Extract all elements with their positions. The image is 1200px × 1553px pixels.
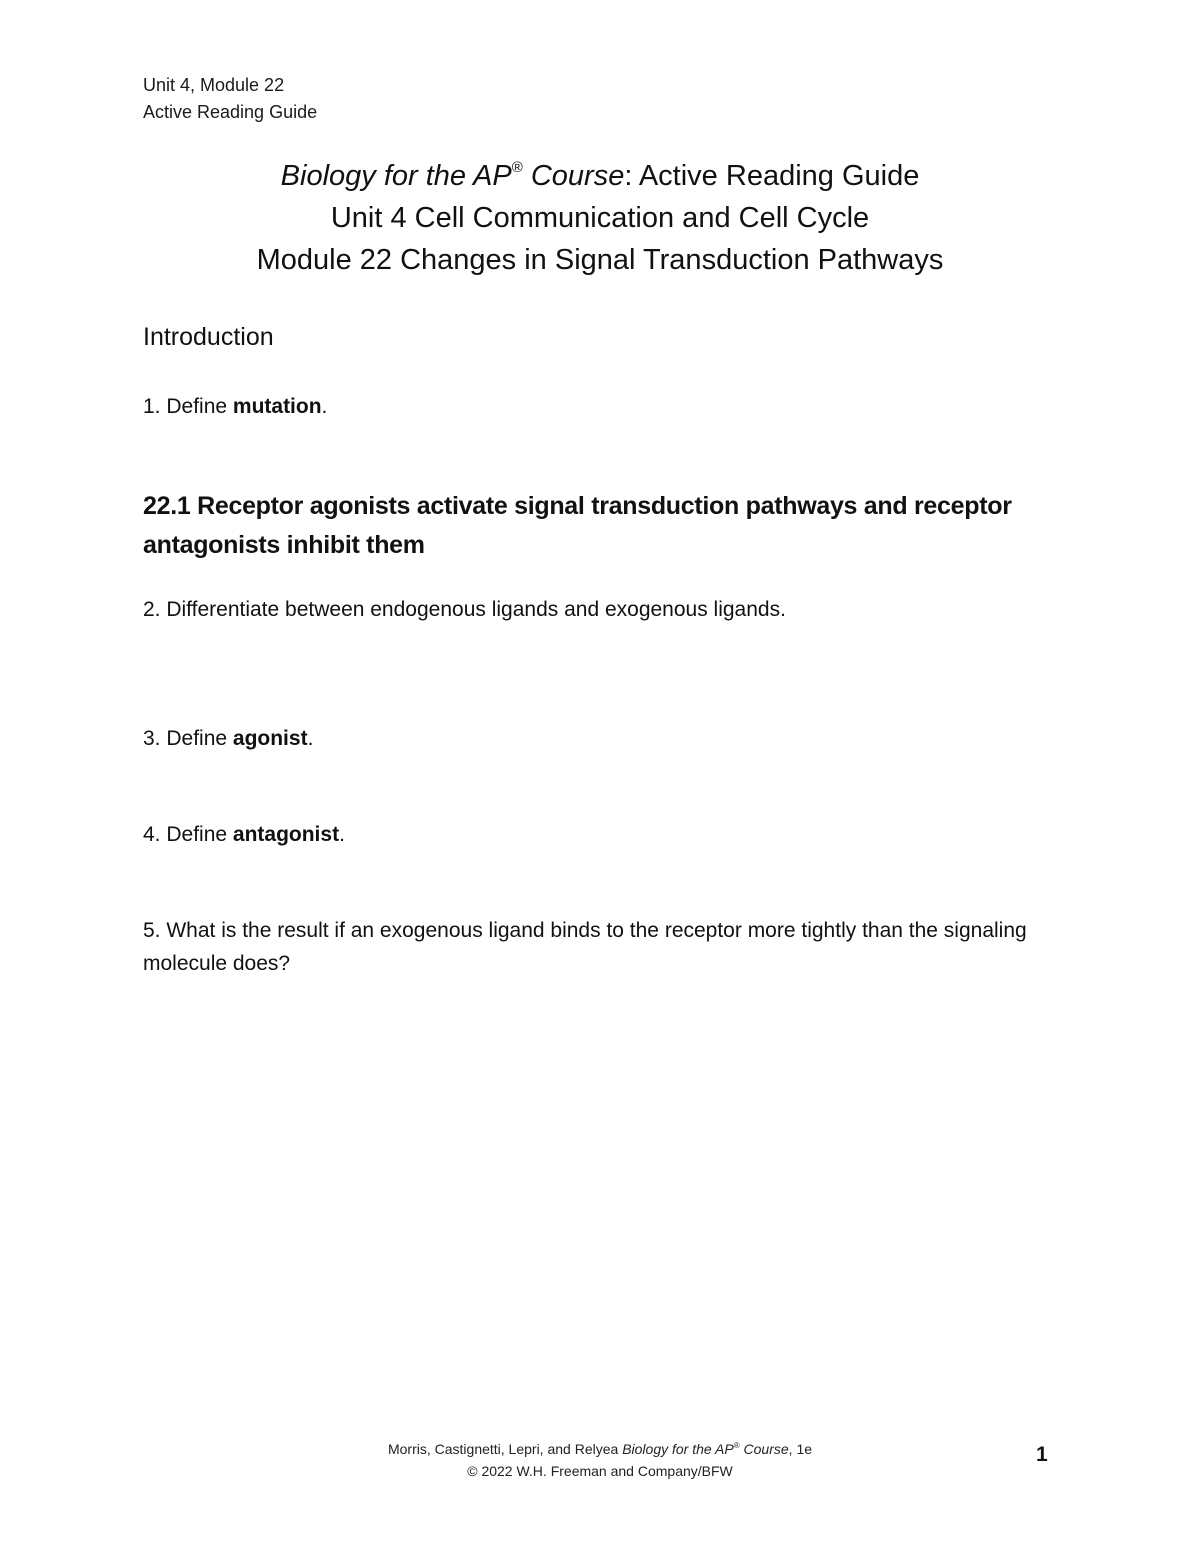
footer-edition: , 1e xyxy=(788,1441,813,1457)
title-line-1 xyxy=(0,155,1200,197)
question-4-term: antagonist xyxy=(232,823,340,846)
question-1-term: mutation xyxy=(232,395,322,418)
title-book-name: Biology for the AP xyxy=(280,160,512,192)
page-number: 1 xyxy=(1036,1443,1048,1466)
question-4-prefix: 4. Define xyxy=(143,823,233,846)
title-book-course: Course xyxy=(522,160,625,192)
header-unit-module: Unit 4, Module 22 xyxy=(143,75,285,95)
footer-authors: Morris, Castignetti, Lepri, and Relyea xyxy=(387,1441,623,1457)
question-1 xyxy=(143,390,1063,423)
document-title xyxy=(0,155,1200,281)
question-5: 5. What is the result if an exogenous ligand binds to the receptor more tightly than the signaling molecule does? xyxy=(143,919,1027,975)
footer-citation xyxy=(0,1438,1200,1460)
question-3-prefix: 3. Define xyxy=(143,727,233,750)
footer-book-name: Biology for the AP xyxy=(622,1441,734,1457)
footer-registered-mark: ® xyxy=(733,1441,740,1450)
footer-book-course: Course xyxy=(739,1441,789,1457)
question-4 xyxy=(143,818,1063,851)
question-3 xyxy=(143,722,1063,755)
introduction-heading: Introduction xyxy=(143,323,274,351)
title-registered-mark: ® xyxy=(511,159,523,176)
question-3-suffix: . xyxy=(307,727,314,750)
running-header xyxy=(143,72,317,126)
page-footer xyxy=(0,1438,1200,1482)
question-3-term: agonist xyxy=(232,727,308,750)
section-22-1-heading: 22.1 Receptor agonists activate signal transduction pathways and receptor antagonists inhibit them xyxy=(143,492,1012,559)
question-1-suffix: . xyxy=(321,395,328,418)
title-line-3: Module 22 Changes in Signal Transduction Pathways xyxy=(256,244,944,276)
title-line-2: Unit 4 Cell Communication and Cell Cycle xyxy=(330,202,870,234)
question-1-prefix: 1. Define xyxy=(143,395,233,418)
footer-copyright: © 2022 W.H. Freeman and Company/BFW xyxy=(467,1463,733,1479)
header-guide-label: Active Reading Guide xyxy=(143,102,318,122)
question-4-suffix: . xyxy=(339,823,345,846)
title-guide-label: : Active Reading Guide xyxy=(624,160,920,192)
question-2: 2. Differentiate between endogenous ligands and exogenous ligands. xyxy=(143,598,786,621)
